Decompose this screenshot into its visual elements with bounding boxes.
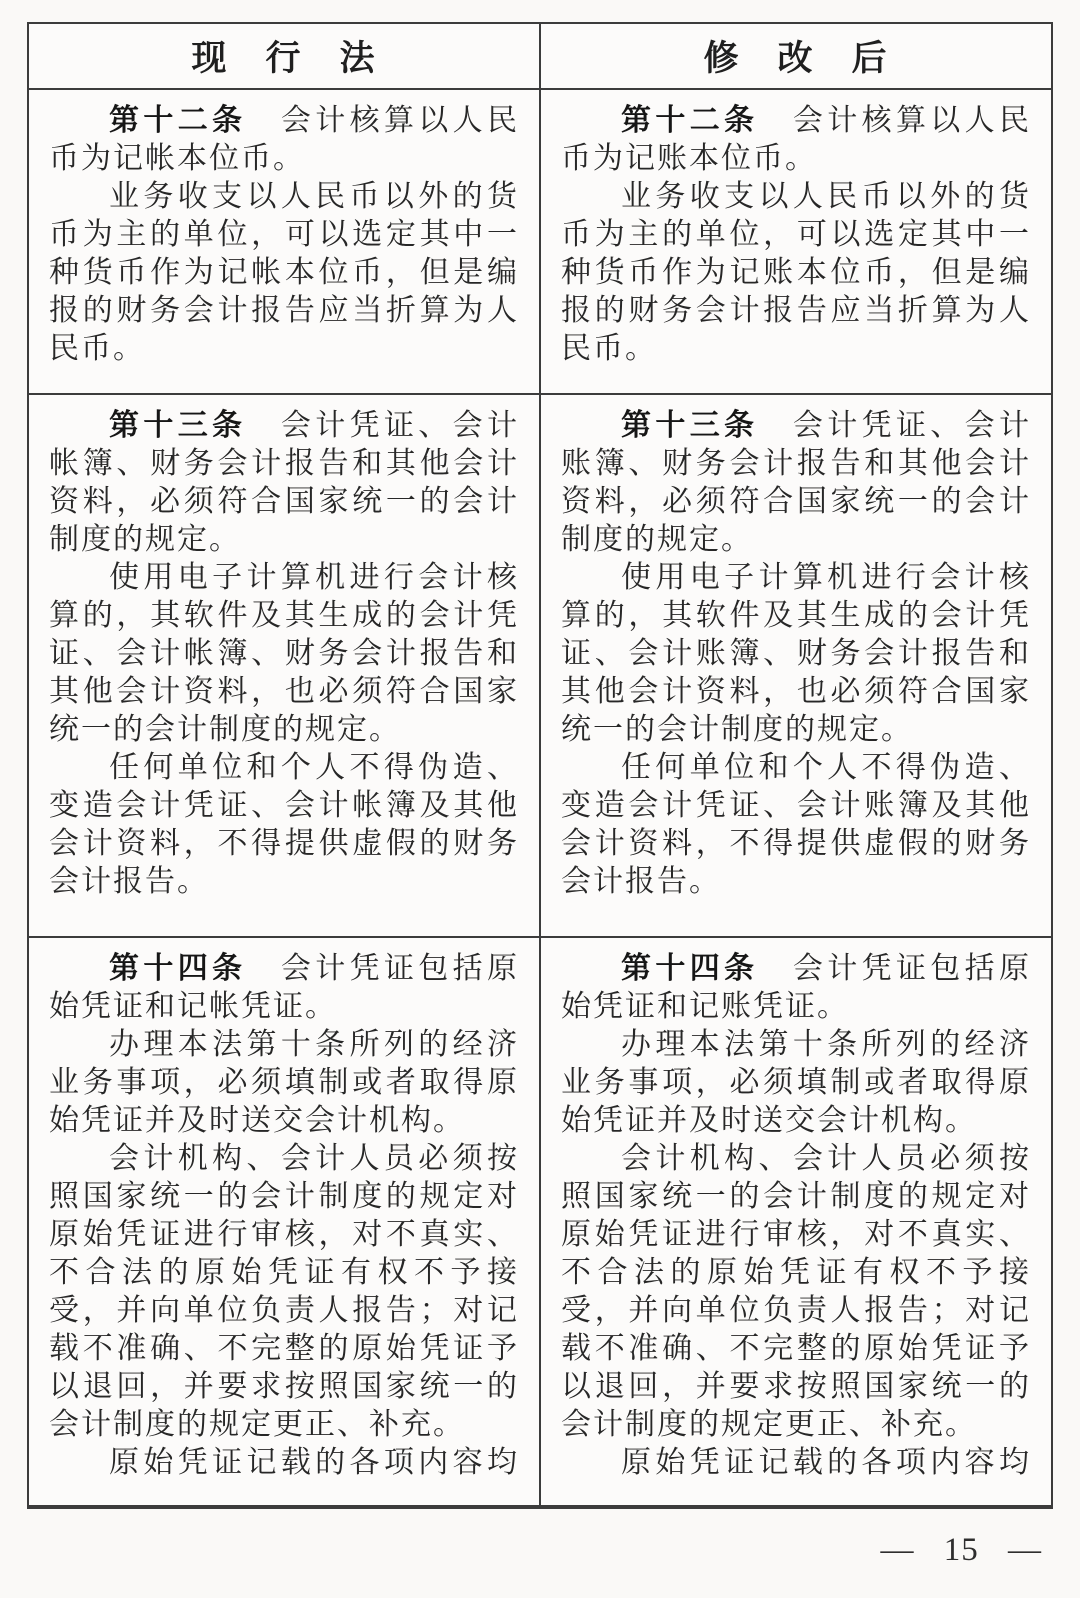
article-number: 第十二条: [621, 104, 759, 137]
paragraph: 业务收支以人民币以外的货币为主的单位，可以选定其中一种货币作为记帐本位币，但是编报的财务会计报告应当折算为人民币。: [49, 180, 519, 365]
paragraph: 使用电子计算机进行会计核算的，其软件及其生成的会计凭证、会计帐簿、财务会计报告和其他会计资料，也必须符合国家统一的会计制度的规定。: [49, 561, 519, 746]
paragraph: [49, 407, 519, 559]
article-number: 第十二条: [109, 104, 247, 137]
article-number: 第十三条: [109, 409, 247, 442]
paragraph: 任何单位和个人不得伪造、变造会计凭证、会计账簿及其他会计资料，不得提供虚假的财务会计报告。: [561, 751, 1031, 898]
cell-article13-revised: [540, 394, 1052, 937]
article-lead-text: 会计凭证包括原始凭证和记账凭证。: [561, 952, 1032, 1023]
article-lead-text: 会计凭证、会计账簿、财务会计报告和其他会计资料，必须符合国家统一的会计制度的规定。: [561, 409, 1032, 556]
article-lead-text: 会计凭证包括原始凭证和记帐凭证。: [49, 952, 520, 1023]
article-number: 第十三条: [621, 409, 759, 442]
page-number: — 15 —: [880, 1532, 1042, 1568]
paragraph-continued: 原始凭证记载的各项内容均: [109, 1446, 519, 1479]
paragraph: [561, 407, 1031, 559]
article-lead-text: 会计凭证、会计帐簿、财务会计报告和其他会计资料，必须符合国家统一的会计制度的规定。: [49, 409, 520, 556]
table-row-article-14: [28, 937, 1052, 1507]
table-body: [28, 89, 1052, 1507]
cell-article14-revised: [540, 937, 1052, 1507]
paragraph: 任何单位和个人不得伪造、变造会计凭证、会计帐簿及其他会计资料，不得提供虚假的财务会计报告。: [49, 751, 519, 898]
paragraph: 办理本法第十条所列的经济业务事项，必须填制或者取得原始凭证并及时送交会计机构。: [49, 1028, 519, 1137]
table-row-article-13: [28, 394, 1052, 937]
paragraph-continued: 原始凭证记载的各项内容均: [621, 1446, 1031, 1479]
cell-article14-current: [28, 937, 540, 1507]
article-lead-text: 会计核算以人民币为记帐本位币。: [49, 104, 520, 175]
article-lead-text: 会计核算以人民币为记账本位币。: [561, 104, 1032, 175]
header-row: [28, 23, 1052, 89]
table-row-article-12: [28, 89, 1052, 394]
cell-article13-current: [28, 394, 540, 937]
paragraph: [49, 950, 519, 1026]
cell-article12-revised: [540, 89, 1052, 394]
cell-article12-current: [28, 89, 540, 394]
paragraph: [49, 102, 519, 178]
table-header: [28, 23, 1052, 89]
article-number: 第十四条: [109, 952, 247, 985]
page-footer: [881, 1532, 1043, 1569]
article-number: 第十四条: [621, 952, 759, 985]
paragraph: 使用电子计算机进行会计核算的，其软件及其生成的会计凭证、会计账簿、财务会计报告和其他会计资料，也必须符合国家统一的会计制度的规定。: [561, 561, 1031, 746]
paragraph: 会计机构、会计人员必须按照国家统一的会计制度的规定对原始凭证进行审核，对不真实、不合法的原始凭证有权不予接受，并向单位负责人报告；对记载不准确、不完整的原始凭证予以退回，并要求按照国家统一的会计制度的规定更正、补充。: [561, 1142, 1031, 1441]
column-header-current-law: 现 行 法: [28, 23, 540, 89]
paragraph: 会计机构、会计人员必须按照国家统一的会计制度的规定对原始凭证进行审核，对不真实、不合法的原始凭证有权不予接受，并向单位负责人报告；对记载不准确、不完整的原始凭证予以退回，并要求按照国家统一的会计制度的规定更正、补充。: [49, 1142, 519, 1441]
paragraph: [561, 950, 1031, 1026]
law-comparison-table: [27, 22, 1053, 1509]
paragraph: 业务收支以人民币以外的货币为主的单位，可以选定其中一种货币作为记账本位币，但是编报的财务会计报告应当折算为人民币。: [561, 180, 1031, 365]
paragraph: 办理本法第十条所列的经济业务事项，必须填制或者取得原始凭证并及时送交会计机构。: [561, 1028, 1031, 1137]
column-header-after-revision: 修 改 后: [540, 23, 1052, 89]
paragraph: [561, 102, 1031, 178]
